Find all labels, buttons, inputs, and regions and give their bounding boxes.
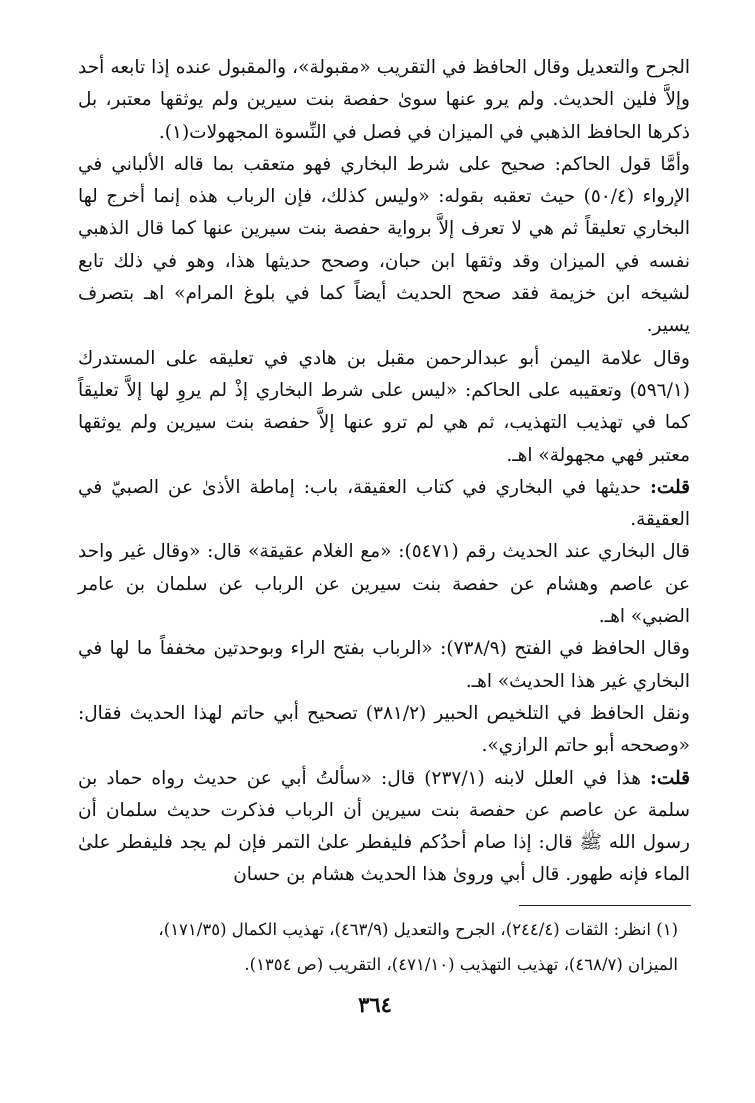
- footnote: [62, 912, 678, 982]
- paragraph-1: [78, 52, 690, 149]
- paragraph-text: هذا في العلل لابنه (٢٣٧/١) قال: «سألتُ أبي عن حديث رواه حماد بن سلمة عن عاصم عن حفصة بنت سيرين أن الرباب فذكرت حديث سلمان أن رسول الله ﷺ قال: إذا صام أحدُكم فليفطر علىٰ التمر فإن لم يجد فليفطر علىٰ الماء فإنه طهور. قال أبي وروىٰ هذا الحديث هشام بن حسان: [78, 767, 690, 886]
- paragraph-4: [78, 472, 690, 537]
- page-number: ٣٦٤: [358, 992, 392, 1017]
- paragraph-lead: قلت:: [650, 476, 690, 498]
- paragraph-text: حديثها في البخاري في كتاب العقيقة، باب: إماطة الأذىٰ عن الصبيّ في العقيقة.: [78, 476, 690, 531]
- paragraph-text: قال البخاري عند الحديث رقم (٥٤٧١): «مع الغلام عقيقة» قال: «وقال غير واحد عن عاصم وهشام عن حفصة بنت سيرين عن الرباب عن سلمان بن عامر الضبي» اهـ.: [78, 541, 690, 628]
- main-text: [78, 52, 690, 892]
- paragraph-5: [78, 536, 690, 633]
- paragraph-7: [78, 698, 690, 763]
- paragraph-text: وقال الحافظ في الفتح (٧٣٨/٩): «الرباب بفتح الراء وبوحدتين مخففاً ما لها في البخاري غير هذا الحديث» اهـ.: [78, 638, 690, 692]
- paragraph-2: [78, 149, 690, 343]
- paragraph-text: ونقل الحافظ في التلخيص الحبير (٣٨١/٢) تصحيح أبي حاتم لهذا الحديث فقال: «وصححه أبو حاتم الرازي».: [78, 702, 690, 757]
- paragraph-lead: قلت:: [650, 767, 690, 789]
- paragraph-text: وقال علامة اليمن أبو عبدالرحمن مقبل بن هادي في تعليقه على المستدرك (٥٩٦/١) وتعقيبه على الحاكم: «ليس على شرط البخاري إذْ لم يروِ لها إلاَّ تعليقاً كما في تهذيب التهذيب، ثم هي لم ترو عنها إلاَّ حفصة بنت سيرين ولم يوثقها معتبر فهي مجهولة» اهـ.: [78, 347, 690, 466]
- paragraph-8: [78, 763, 690, 892]
- footnote-line-1: (١) انظر: الثقات (٢٤٤/٤)، الجرح والتعديل (٤٦٣/٩)، تهذيب الكمال (١٧١/٣٥)،: [158, 920, 678, 939]
- paragraph-text: وأمَّا قول الحاكم: صحيح على شرط البخاري فهو متعقب بما قاله الألباني في الإرواء (٥٠/٤) حيث تعقبه بقوله: «وليس كذلك، فإن الرباب هذه إنما أخرج لها البخاري تعليقاً ثم هي لا تعرف إلاَّ برواية حفصة بنت سيرين عنها كما قال الذهبي نفسه في الميزان وقد وثقها ابن حبان، وصحح حديثها هذا، وهو في ذلك تابع لشيخه ابن خزيمة فقد صحح الحديث أيضاً كما في بلوغ المرام» اهـ بتصرف يسير.: [78, 153, 690, 337]
- paragraph-6: [78, 633, 690, 698]
- footnote-line-2: الميزان (٤٦٨/٧)، تهذيب التهذيب (٤٧١/١٠)، التقريب (ص ١٣٥٤).: [244, 955, 678, 974]
- paragraph-3: [78, 343, 690, 472]
- footnote-separator: [519, 905, 691, 906]
- paragraph-text: الجرح والتعديل وقال الحافظ في التقريب «مقبولة»، والمقبول عنده إذا تابعه أحد وإلاَّ فلين الحديث. ولم يرو عنها سوىٰ حفصة بنت سيرين ولم يوثقها معتبر، بل ذكرها الحافظ الذهبي في الميزان في فصل في النِّسوة المجهولات(١).: [78, 57, 690, 143]
